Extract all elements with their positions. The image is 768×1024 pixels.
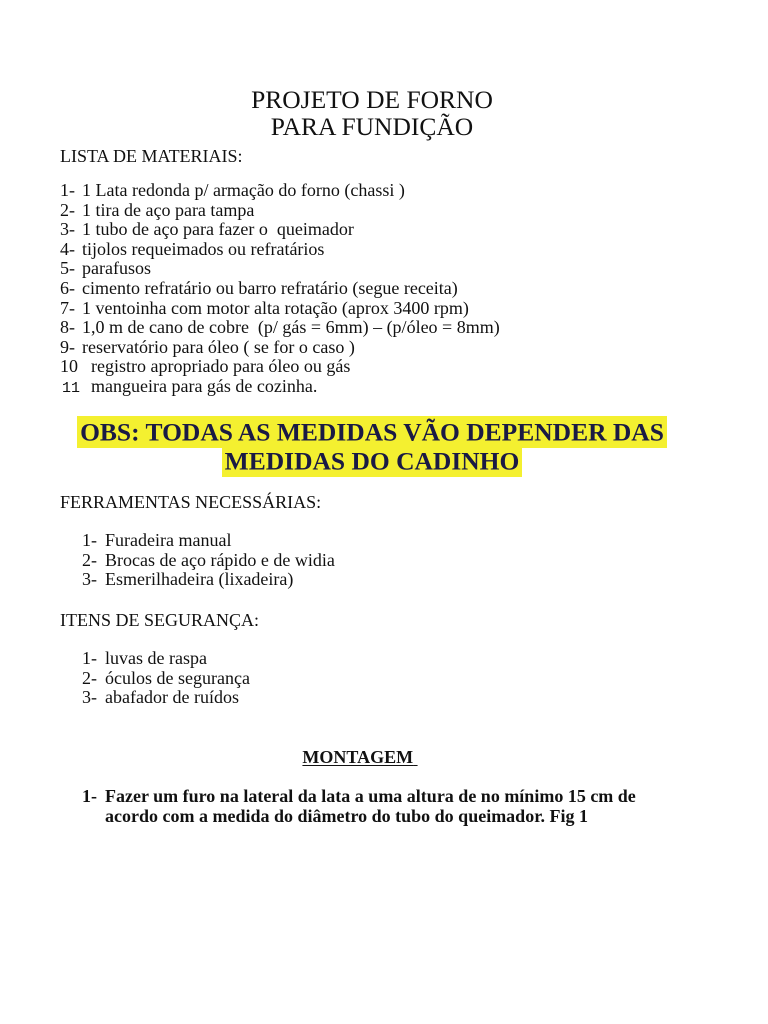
material-item-text: registro apropriado para óleo ou gás: [91, 356, 351, 377]
tools-heading: FERRAMENTAS NECESSÁRIAS:: [60, 492, 322, 512]
tool-item: [82, 551, 335, 571]
assembly-heading: [0, 747, 720, 767]
material-item-text: 1 tubo de aço para fazer o queimador: [82, 219, 354, 240]
safety-item: [82, 669, 250, 689]
material-item-text: cimento refratário ou barro refratário (segue receita): [82, 277, 458, 298]
material-item: [60, 338, 500, 358]
material-item-number: 7-: [60, 297, 75, 318]
material-item: [60, 357, 500, 377]
material-item: [60, 279, 500, 299]
material-item-number: 6-: [60, 277, 75, 298]
assembly-step-number: 1-: [82, 786, 97, 806]
material-item: [60, 259, 500, 279]
safety-item-number: 2-: [82, 667, 97, 688]
safety-item-text: luvas de raspa: [105, 648, 207, 668]
material-item: [60, 377, 500, 397]
materials-list: [60, 181, 500, 397]
materials-heading: LISTA DE MATERIAIS:: [60, 146, 243, 166]
material-item-number: 11: [62, 379, 81, 397]
material-item-text: 1,0 m de cano de cobre (p/ gás = 6mm) – (p/óleo = 8mm): [82, 317, 500, 338]
title-line-2: PARA FUNDIÇÃO: [270, 112, 474, 141]
material-item: [60, 220, 500, 240]
material-item-text: tijolos requeimados ou refratários: [82, 238, 325, 259]
material-item-number: 9-: [60, 336, 75, 357]
obs-highlighted-note: [60, 417, 684, 475]
document-title: [60, 86, 684, 140]
material-item-text: reservatório para óleo ( se for o caso ): [82, 336, 355, 357]
tool-item-number: 3-: [82, 569, 97, 590]
material-item-number: 10: [60, 356, 78, 377]
tool-item-number: 2-: [82, 549, 97, 570]
assembly-step: [82, 787, 684, 826]
material-item-text: mangueira para gás de cozinha.: [91, 375, 318, 396]
safety-heading: ITENS DE SEGURANÇA:: [60, 610, 260, 630]
safety-item-number: 3-: [82, 687, 97, 708]
safety-item-number: 1-: [82, 648, 97, 668]
tool-item-text: Furadeira manual: [105, 530, 232, 550]
tool-item: [82, 531, 335, 551]
safety-item: [82, 688, 250, 708]
material-item: [60, 201, 500, 221]
material-item: [60, 318, 500, 338]
tool-item-text: Esmerilhadeira (lixadeira): [105, 569, 294, 590]
material-item-number: 3-: [60, 219, 75, 240]
material-item-text: 1 tira de aço para tampa: [82, 199, 255, 220]
material-item: [60, 240, 500, 260]
material-item-number: 1-: [60, 180, 75, 200]
safety-item: [82, 649, 250, 669]
safety-item-text: óculos de segurança: [105, 667, 250, 688]
tool-item-number: 1-: [82, 530, 97, 550]
material-item-text: 1 Lata redonda p/ armação do forno (chassi ): [82, 180, 405, 200]
title-line-1: PROJETO DE FORNO: [251, 85, 493, 114]
material-item-number: 4-: [60, 238, 75, 259]
tool-item-text: Brocas de aço rápido e de widia: [105, 549, 335, 570]
safety-list: [82, 649, 250, 708]
tool-item: [82, 570, 335, 590]
assembly-steps: [82, 787, 684, 826]
material-item: [60, 181, 500, 201]
safety-item-text: abafador de ruídos: [105, 687, 239, 708]
obs-note-text: OBS: TODAS AS MEDIDAS VÃO DEPENDER DAS MEDIDAS DO CADINHO: [77, 416, 667, 477]
material-item-number: 2-: [60, 199, 75, 220]
material-item-number: 8-: [60, 317, 75, 338]
tools-list: [82, 531, 335, 590]
material-item: [60, 299, 500, 319]
assembly-step-text: Fazer um furo na lateral da lata a uma altura de no mínimo 15 cm de acordo com a medida do diâmetro do tubo do queimador. Fig 1: [105, 786, 636, 826]
assembly-heading-label: MONTAGEM: [302, 747, 414, 767]
material-item-number: 5-: [60, 258, 75, 279]
material-item-text: parafusos: [82, 258, 151, 279]
material-item-text: 1 ventoinha com motor alta rotação (aprox 3400 rpm): [82, 297, 469, 318]
